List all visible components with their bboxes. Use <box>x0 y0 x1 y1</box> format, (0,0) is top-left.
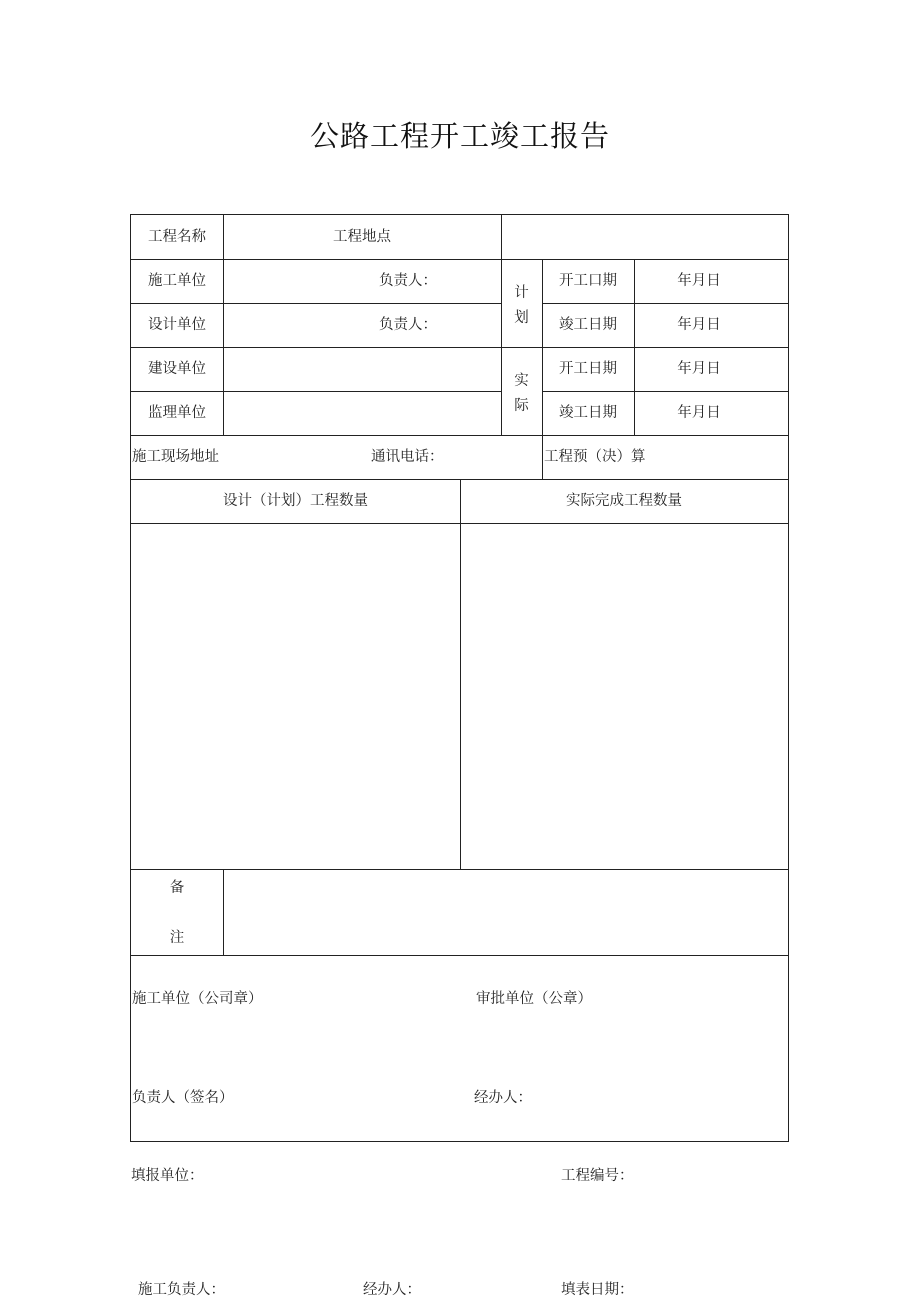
row-line <box>131 435 788 436</box>
plan-end-date-label: 竣工日期 <box>559 317 617 333</box>
phone-label: 通讯电话： <box>371 449 444 465</box>
plan-start-date-label: 开工口期 <box>559 273 617 289</box>
design-unit-label: 设计单位 <box>148 317 206 333</box>
construction-unit-label: 施工单位 <box>148 273 206 289</box>
row-line <box>131 259 788 260</box>
handler-label: 经办人： <box>474 1090 532 1106</box>
date-ymd: 年月日 <box>677 361 721 377</box>
fill-date-label: 填表日期： <box>561 1282 634 1298</box>
row-line <box>131 303 501 304</box>
col-line <box>223 869 224 955</box>
date-ymd: 年月日 <box>677 273 721 289</box>
row-line <box>542 303 788 304</box>
project-location-value[interactable] <box>503 219 787 257</box>
actual-quantity-header: 实际完成工程数量 <box>566 493 682 509</box>
plan-label-char: 划 <box>514 310 529 326</box>
col-line <box>223 215 224 435</box>
remark-label-char: 注 <box>169 930 185 946</box>
design-quantity-header: 设计（计划）工程数量 <box>223 493 368 509</box>
actual-label-char: 实 <box>514 373 529 389</box>
actual-start-date-label: 开工日期 <box>559 361 617 377</box>
date-ymd: 年月日 <box>677 317 721 333</box>
plan-label-char: 计 <box>514 285 529 301</box>
row-line <box>131 869 788 870</box>
row-line <box>131 955 788 956</box>
project-location-label: 工程地点 <box>333 229 391 245</box>
site-address-label: 施工现场地址 <box>132 449 219 465</box>
page-title: 公路工程开工竣工报告 <box>309 119 610 153</box>
row-line <box>131 391 501 392</box>
budget-label: 工程预（决）算 <box>544 449 646 465</box>
project-name-label: 工程名称 <box>148 229 206 245</box>
supervision-unit-label: 监理单位 <box>148 405 206 421</box>
remark-label-char: 备 <box>169 880 185 896</box>
date-ymd: 年月日 <box>677 405 721 421</box>
project-number-label: 工程编号： <box>561 1168 634 1184</box>
col-line <box>460 479 461 869</box>
construction-lead-label: 施工负责人： <box>138 1282 225 1298</box>
report-table <box>130 214 789 1142</box>
actual-label-char: 际 <box>514 398 529 414</box>
person-in-charge-label: 负责人： <box>379 273 437 289</box>
signer-label: 负责人（签名） <box>132 1090 234 1106</box>
footer-handler-label: 经办人： <box>363 1282 421 1298</box>
actual-end-date-label: 竣工日期 <box>559 405 617 421</box>
build-unit-label: 建设单位 <box>148 361 206 377</box>
fill-unit-label: 填报单位： <box>131 1168 204 1184</box>
construction-seal-label: 施工单位（公司章） <box>132 991 263 1007</box>
row-line <box>542 391 788 392</box>
approval-seal-label: 审批单位（公章） <box>476 991 592 1007</box>
person-in-charge-label: 负责人： <box>379 317 437 333</box>
row-line <box>131 347 788 348</box>
